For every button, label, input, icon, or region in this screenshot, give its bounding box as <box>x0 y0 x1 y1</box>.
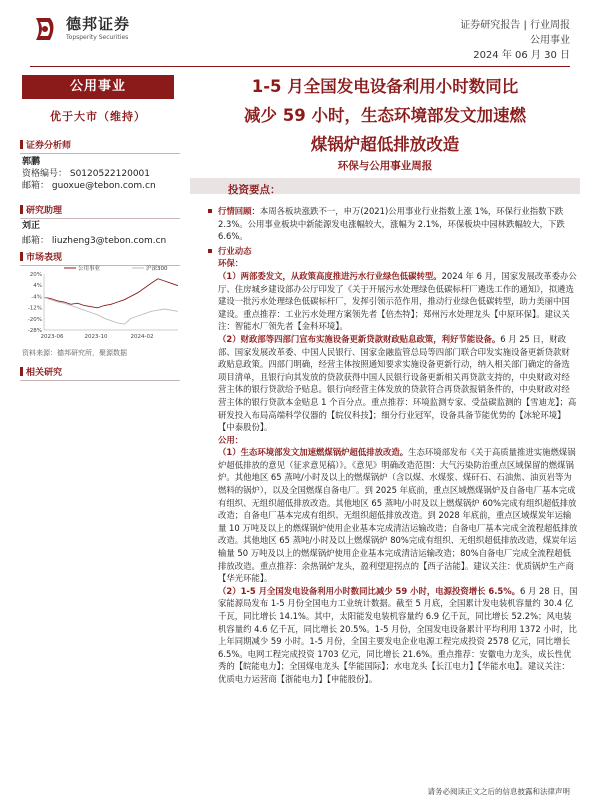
legend-label: 沪深300 <box>146 266 168 272</box>
report-title <box>190 72 580 159</box>
dynamics-label: 行业动态 <box>218 245 252 256</box>
header-sector: 公用事业 <box>530 35 570 46</box>
company-logo <box>30 14 130 44</box>
report-type: 证券研究报告 | 行业周报 <box>460 20 570 31</box>
utility-item-2: （2）1-5 月全国发电设备利用小时数同比减少 59 小时，电源投资增长 6.5%。6 月 28 日，国家能源局发布 1-5 月份全国电力工业统计数据。截至 5 月底，全国累计发电装机容量约 30.4 亿千瓦，同比增长 14.1%。其中，太阳能发电装机容量约 6.9 亿千瓦，同比增长 52.2%；风电装机容量约 4.6 亿千瓦，同比增长 20.5%。1-5 月份，全国发电设备累计平均利用 1372 小时，比上年同期减少 59 小时。1-5 月份，全国主要发电企业电源工程完成投资 2578 亿元，同比增长 6.5%。电网工程完成投资 1703 亿元，同比增长 21.6%。重点推荐：安徽电力龙头，成长性优秀的【皖能电力】；全国煤电龙头【华能国际】；水电龙头【长江电力】【华能水电】。建议关注：优质电力运营商【浙能电力】【申能股份】。 <box>218 585 578 684</box>
y-tick-label: 4% <box>33 283 42 290</box>
market-performance-chart <box>22 262 182 342</box>
analyst-email[interactable]: 邮箱： guoxue@tebon.com.cn <box>22 181 156 191</box>
market-review <box>208 205 578 243</box>
title-line: 1-5 月全国发电设备利用小时数同比 <box>251 77 519 96</box>
logo-cn-text: 德邦证券 <box>66 15 131 33</box>
disclaimer-footer: 请务必阅读正文之后的信息披露和法律声明 <box>427 787 570 796</box>
report-body <box>208 205 578 686</box>
logo-en-text: Topsperity Securities <box>66 34 129 41</box>
sector-badge: 公用事业 <box>22 75 174 99</box>
assistant-name: 刘正 <box>22 221 41 231</box>
industry-dynamics <box>208 245 578 686</box>
title-line: 煤锅炉超低排放改造 <box>310 135 460 154</box>
logo-mark-icon <box>30 14 60 44</box>
investment-points-header: 投资要点： <box>190 178 580 194</box>
assistant-email[interactable]: 邮箱： liuzheng3@tebon.com.cn <box>22 236 167 246</box>
chart-source: 资料来源：德邦研究所，聚源数据 <box>22 349 127 357</box>
y-tick-label: -20% <box>27 316 42 323</box>
env-label: 环保： <box>218 258 244 269</box>
y-tick-label: 20% <box>29 272 42 278</box>
analyst-section-header: 证券分析师 <box>20 138 180 154</box>
assistant-info <box>22 220 166 247</box>
rating-label: 优于大市（维持） <box>50 110 146 123</box>
env-item-1: （1）两部委发文，从政策高度推进污水行业绿色低碳转型。2024 年 6 月，国家发展改革委办公厅、住房城乡建设部办公厅印发了《关于开展污水处理绿色低碳标杆厂遴选工作的通知》，拟遴选建设一批污水处理绿色低碳标杆厂，发挥引领示范作用，推动行业绿色低碳转型，助力美丽中国建设。重点推荐：工业污水处理方案领先者【倍杰特】；郑州污水处理龙头【中原环保】。建议关注：智能水厂领先者【金科环境】。 <box>218 270 577 332</box>
utility-label: 公用： <box>218 434 244 445</box>
analyst-info <box>22 156 156 192</box>
env-item-2: （2）财政部等四部门宣布实施设备更新贷款财政贴息政策，利好节能设备。6 月 25 日，财政部、国家发展改革委、中国人民银行、国家金融监管总局等四部门联合印发实施设备更新贷款财政贴息政策。四部门明确，经营主体按照通知要求实施设备更新行动，纳入相关部门确定的备选项目清单，且银行向其发放的贷款获得中国人民银行设备更新相关再贷款支持的，中央财政对经营主体的银行贷款给予贴息。银行向经营主体发放的贷款符合再贷款报销条件的，中央财政对经营主体的银行贷款本金贴息 1 个百分点。重点推荐：环境监测专家、受益碳监测的【雪迪龙】；高研发投入布局高端科学仪器的【皖仪科技】；细分行业冠军，设备具备节能优势的【冰轮环境】【中泰股份】。 <box>218 333 577 433</box>
report-subtitle: 环保与公用事业周报 <box>337 160 433 172</box>
analyst-cert: 资格编号： S0120522120001 <box>22 169 151 179</box>
x-tick-label: 2023-10 <box>84 334 108 340</box>
market-review-text: 本周各板块涨跌不一，申万(2021)公用事业行业指数上涨 1%，环保行业指数下跌 2.3%。公用事业板块中新能源发电涨幅较大，涨幅为 2.1%，环保板块中园林跌幅较大，下跌 6.6%。 <box>218 206 565 242</box>
y-tick-label: -4% <box>31 294 42 301</box>
series-line-1 <box>44 297 178 324</box>
market-review-label: 行情回顾： <box>218 206 260 216</box>
market-section-header: 市场表现 <box>20 250 180 266</box>
header-divider <box>30 66 570 67</box>
related-section-header: 相关研究 <box>20 365 180 381</box>
assistant-section-header: 研究助理 <box>20 203 180 219</box>
x-tick-label: 2023-06 <box>40 334 64 340</box>
report-header <box>0 0 600 68</box>
header-meta <box>460 18 570 63</box>
x-tick-label: 2024-02 <box>130 334 154 340</box>
report-date: 2024 年 06 月 30 日 <box>473 50 570 61</box>
utility-item-1: （1）生态环境部发文加速燃煤锅炉超低排放改造。生态环境部发布《关于高质量推进实施燃煤锅炉超低排放的意见（征求意见稿）》。《意见》明确改造范围：大气污染防治重点区域保留的燃煤锅炉。其他地区 65 蒸吨/小时及以上的燃煤锅炉（含以煤、水煤浆、煤矸石、石油焦、油页岩等为燃料的锅炉），以及全国燃煤自备电厂。到 2025 年底前，重点区域燃煤锅炉及自备电厂基本完成有组织、无组织超低排放改造。其他地区 65 蒸吨/小时及以上燃煤锅炉 60%完成有组织超低排放改造；自备电厂基本完成有组织、无组织超低排放改造。到 2028 年底前，重点区域煤炭年运输量 10 万吨及以上的燃煤锅炉使用企业基本完成清洁运输改造；自备电厂基本完成全流程超低排放改造。其他地区 65 蒸吨/小时及以上燃煤锅炉 80%完成有组织、无组织超低排放改造，煤炭年运输量 50 万吨及以上的燃煤锅炉使用企业基本完成清洁运输改造；80%自备电厂完成全流程超低排放改造。重点推荐：余热锅炉龙头，盈利望迎拐点的【西子洁能】。建议关注：优质锅炉生产商【华光环能】。 <box>218 447 578 584</box>
y-tick-label: -28% <box>27 328 42 334</box>
y-tick-label: -12% <box>27 305 42 312</box>
legend-label: 公用事业 <box>78 266 101 272</box>
title-line: 减少 59 小时，生态环境部发文加速燃 <box>244 106 526 125</box>
analyst-name: 郭鹏 <box>22 157 41 167</box>
